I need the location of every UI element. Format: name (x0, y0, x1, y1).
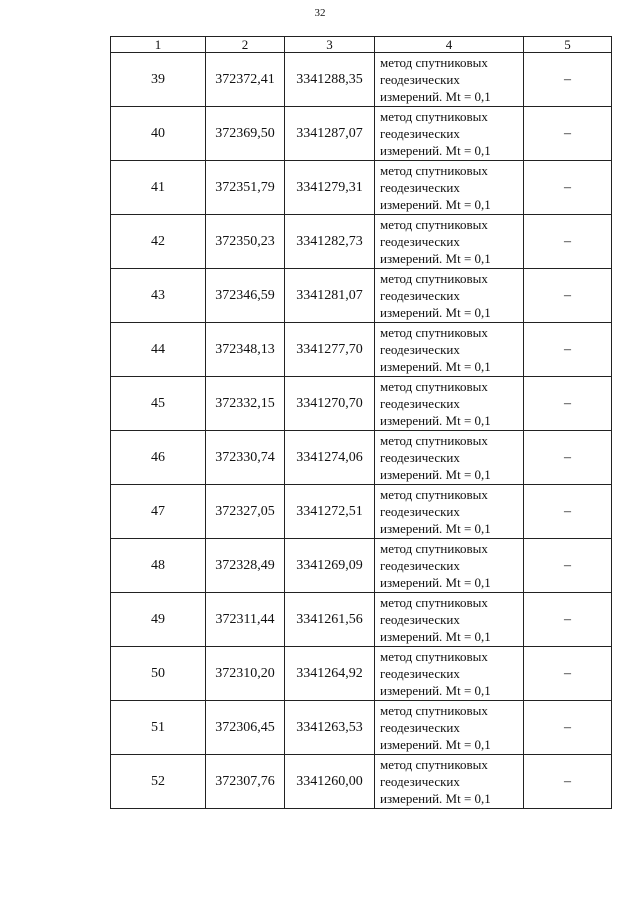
table-row (111, 593, 612, 647)
col5-cell (524, 647, 612, 701)
point-number-cell: 50 (111, 647, 206, 701)
dash-value: – (564, 665, 571, 681)
y-coordinate-cell: 3341272,51 (285, 485, 375, 539)
table-row (111, 755, 612, 809)
table-header-row (111, 37, 612, 53)
point-number-cell: 43 (111, 269, 206, 323)
method-line: измерений. Mt = 0,1 (380, 197, 491, 212)
x-coordinate-cell: 372351,79 (206, 161, 285, 215)
point-number-cell: 40 (111, 107, 206, 161)
col5-cell (524, 539, 612, 593)
point-number-cell: 41 (111, 161, 206, 215)
method-cell (375, 53, 524, 107)
x-coordinate-cell: 372346,59 (206, 269, 285, 323)
table-row (111, 269, 612, 323)
dash-value: – (564, 719, 571, 735)
method-cell (375, 161, 524, 215)
method-line: геодезических (380, 180, 460, 195)
col5-cell (524, 323, 612, 377)
col5-cell (524, 377, 612, 431)
method-line: измерений. Mt = 0,1 (380, 413, 491, 428)
col5-cell (524, 431, 612, 485)
method-line: измерений. Mt = 0,1 (380, 737, 491, 752)
table-row (111, 431, 612, 485)
y-coordinate-cell: 3341260,00 (285, 755, 375, 809)
point-number-cell: 51 (111, 701, 206, 755)
dash-value: – (564, 125, 571, 141)
x-coordinate-cell: 372372,41 (206, 53, 285, 107)
method-cell (375, 485, 524, 539)
x-coordinate-cell: 372327,05 (206, 485, 285, 539)
y-coordinate-cell: 3341281,07 (285, 269, 375, 323)
page-number: 32 (314, 7, 326, 19)
y-coordinate-cell: 3341288,35 (285, 53, 375, 107)
method-line: измерений. Mt = 0,1 (380, 683, 491, 698)
point-number-cell: 45 (111, 377, 206, 431)
column-header-5: 5 (524, 37, 612, 53)
dash-value: – (564, 287, 571, 303)
col5-cell (524, 701, 612, 755)
col5-cell (524, 161, 612, 215)
method-line: измерений. Mt = 0,1 (380, 305, 491, 320)
method-line: измерений. Mt = 0,1 (380, 359, 491, 374)
x-coordinate-cell: 372330,74 (206, 431, 285, 485)
method-cell (375, 593, 524, 647)
method-cell (375, 269, 524, 323)
method-cell (375, 647, 524, 701)
table-row (111, 53, 612, 107)
method-line: измерений. Mt = 0,1 (380, 251, 491, 266)
x-coordinate-cell: 372348,13 (206, 323, 285, 377)
y-coordinate-cell: 3341277,70 (285, 323, 375, 377)
x-coordinate-cell: 372311,44 (206, 593, 285, 647)
x-coordinate-cell: 372332,15 (206, 377, 285, 431)
table-row (111, 161, 612, 215)
method-line: геодезических (380, 450, 460, 465)
method-line: геодезических (380, 342, 460, 357)
method-line: геодезических (380, 396, 460, 411)
table-row (111, 377, 612, 431)
x-coordinate-cell: 372310,20 (206, 647, 285, 701)
point-number-cell: 49 (111, 593, 206, 647)
table-row (111, 485, 612, 539)
dash-value: – (564, 611, 571, 627)
method-line: геодезических (380, 288, 460, 303)
method-line: геодезических (380, 774, 460, 789)
method-line: измерений. Mt = 0,1 (380, 791, 491, 806)
y-coordinate-cell: 3341287,07 (285, 107, 375, 161)
method-line: метод спутниковых (380, 379, 488, 394)
table-row (111, 701, 612, 755)
dash-value: – (564, 773, 571, 789)
method-line: метод спутниковых (380, 757, 488, 772)
col5-cell (524, 53, 612, 107)
method-cell (375, 431, 524, 485)
method-line: геодезических (380, 558, 460, 573)
y-coordinate-cell: 3341282,73 (285, 215, 375, 269)
method-line: метод спутниковых (380, 163, 488, 178)
dash-value: – (564, 395, 571, 411)
method-line: метод спутниковых (380, 541, 488, 556)
column-header-4: 4 (375, 37, 524, 53)
point-number-cell: 42 (111, 215, 206, 269)
method-cell (375, 377, 524, 431)
method-line: метод спутниковых (380, 325, 488, 340)
method-line: геодезических (380, 666, 460, 681)
point-number-cell: 46 (111, 431, 206, 485)
method-line: измерений. Mt = 0,1 (380, 467, 491, 482)
method-line: геодезических (380, 234, 460, 249)
x-coordinate-cell: 372328,49 (206, 539, 285, 593)
method-line: метод спутниковых (380, 271, 488, 286)
dash-value: – (564, 179, 571, 195)
x-coordinate-cell: 372307,76 (206, 755, 285, 809)
method-line: измерений. Mt = 0,1 (380, 521, 491, 536)
y-coordinate-cell: 3341263,53 (285, 701, 375, 755)
column-header-2: 2 (206, 37, 285, 53)
y-coordinate-cell: 3341270,70 (285, 377, 375, 431)
x-coordinate-cell: 372350,23 (206, 215, 285, 269)
col5-cell (524, 107, 612, 161)
table-body (111, 53, 612, 809)
table-row (111, 107, 612, 161)
point-number-cell: 48 (111, 539, 206, 593)
method-line: геодезических (380, 612, 460, 627)
method-line: геодезических (380, 720, 460, 735)
method-cell (375, 755, 524, 809)
dash-value: – (564, 341, 571, 357)
dash-value: – (564, 71, 571, 87)
method-cell (375, 107, 524, 161)
method-line: метод спутниковых (380, 487, 488, 502)
method-line: метод спутниковых (380, 109, 488, 124)
y-coordinate-cell: 3341264,92 (285, 647, 375, 701)
method-cell (375, 323, 524, 377)
y-coordinate-cell: 3341269,09 (285, 539, 375, 593)
y-coordinate-cell: 3341274,06 (285, 431, 375, 485)
table-row (111, 215, 612, 269)
table-row (111, 647, 612, 701)
col5-cell (524, 593, 612, 647)
method-line: метод спутниковых (380, 55, 488, 70)
dash-value: – (564, 503, 571, 519)
method-line: геодезических (380, 126, 460, 141)
table-row (111, 539, 612, 593)
method-line: метод спутниковых (380, 433, 488, 448)
column-header-3: 3 (285, 37, 375, 53)
x-coordinate-cell: 372369,50 (206, 107, 285, 161)
method-line: измерений. Mt = 0,1 (380, 89, 491, 104)
point-number-cell: 39 (111, 53, 206, 107)
method-line: метод спутниковых (380, 649, 488, 664)
point-number-cell: 47 (111, 485, 206, 539)
method-line: измерений. Mt = 0,1 (380, 629, 491, 644)
coordinates-table (110, 36, 612, 809)
column-header-1: 1 (111, 37, 206, 53)
point-number-cell: 44 (111, 323, 206, 377)
method-line: метод спутниковых (380, 703, 488, 718)
method-line: геодезических (380, 72, 460, 87)
x-coordinate-cell: 372306,45 (206, 701, 285, 755)
method-line: измерений. Mt = 0,1 (380, 575, 491, 590)
dash-value: – (564, 557, 571, 573)
method-cell (375, 701, 524, 755)
method-line: геодезических (380, 504, 460, 519)
col5-cell (524, 755, 612, 809)
table-row (111, 323, 612, 377)
col5-cell (524, 485, 612, 539)
col5-cell (524, 215, 612, 269)
method-line: измерений. Mt = 0,1 (380, 143, 491, 158)
method-line: метод спутниковых (380, 217, 488, 232)
dash-value: – (564, 233, 571, 249)
y-coordinate-cell: 3341279,31 (285, 161, 375, 215)
method-cell (375, 215, 524, 269)
dash-value: – (564, 449, 571, 465)
method-line: метод спутниковых (380, 595, 488, 610)
col5-cell (524, 269, 612, 323)
point-number-cell: 52 (111, 755, 206, 809)
method-cell (375, 539, 524, 593)
y-coordinate-cell: 3341261,56 (285, 593, 375, 647)
